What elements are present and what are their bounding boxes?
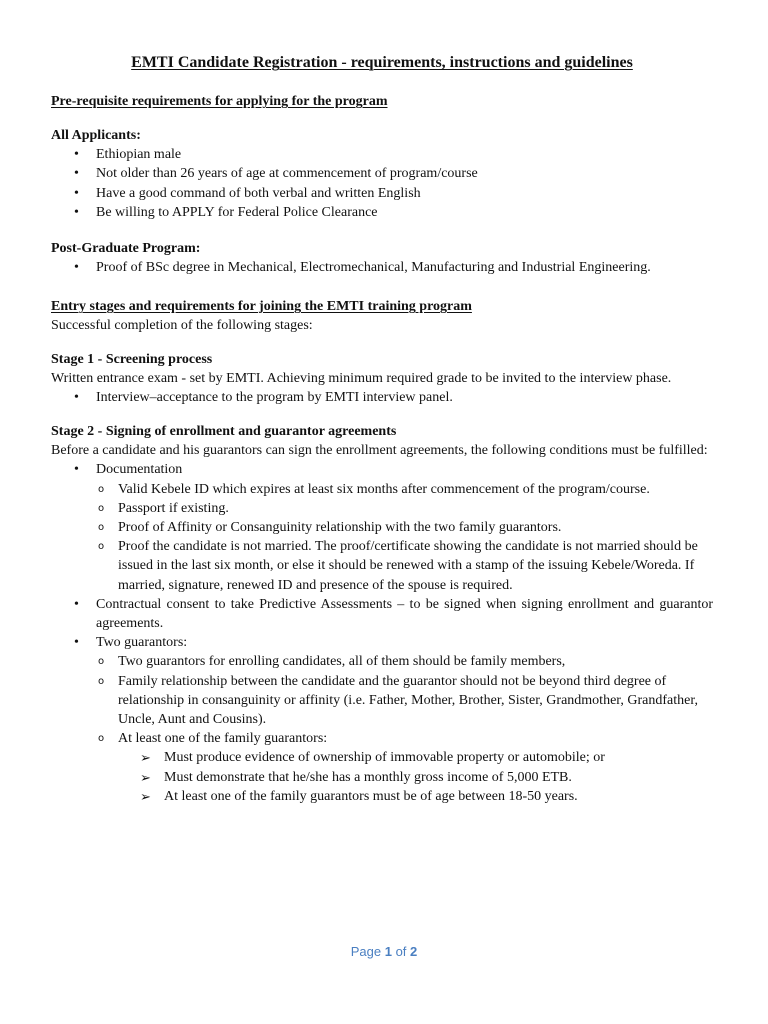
list-item: • Be willing to APPLY for Federal Police Clearance [51,203,713,222]
bullet-icon: • [74,260,79,276]
postgrad-heading: Post-Graduate Program: [51,241,201,256]
list-item: o At least one of the family guarantors: [51,729,713,748]
postgrad-list [51,258,713,277]
postgrad-section [51,239,713,277]
bullet-icon: • [74,185,79,201]
page-total: 2 [410,944,418,959]
stage2-section [51,422,713,806]
circle-bullet-icon: o [98,733,105,745]
list-item: o Two guarantors for enrolling candidates, all of them should be family members, [51,652,713,671]
list-item: o Valid Kebele ID which expires at least six months after commencement of the program/course. [51,480,713,499]
stage1-section [51,350,713,408]
documentation-list [51,480,713,595]
list-item [51,460,713,479]
list-item: o Family relationship between the candidate and the guarantor should not be beyond third degree of relationship in consanguinity or affinity (i.e. Father, Mother, Brother, Sister, Grandmother, Grandfather, Uncle, Aunt and Cousins). [98,673,698,728]
page-of-label: of [395,944,407,959]
stage1-list [51,388,713,407]
page-footer [0,942,768,961]
page-number: 1 [384,944,392,959]
guarantors-list [51,652,713,748]
guarantor-requirements-list [51,748,713,806]
page-label: Page [350,944,382,959]
stage2-list [51,460,713,479]
list-item [51,633,713,652]
list-item: o Passport if existing. [51,499,713,518]
stage1-heading: Stage 1 - Screening process [51,352,213,367]
prereq-heading: Pre-requisite requirements for applying for the program [51,94,388,109]
bullet-icon: • [74,462,79,478]
circle-bullet-icon: o [98,502,105,514]
stage2-text: Before a candidate and his guarantors can sign the enrollment agreements, the following conditions must be fulfilled: [51,443,708,459]
bullet-icon: • [74,390,79,406]
circle-bullet-icon: o [98,656,105,668]
list-item: • Interview–acceptance to the program by EMTI interview panel. [51,388,713,407]
bullet-icon: • [74,166,79,182]
list-item: ➢ Must demonstrate that he/she has a monthly gross income of 5,000 ETB. [51,768,713,787]
list-item: ➢ At least one of the family guarantors must be of age between 18-50 years. [51,787,713,806]
arrow-bullet-icon: ➢ [140,769,151,785]
list-item: • Ethiopian male [51,145,713,164]
document-title: EMTI Candidate Registration - requirements, instructions and guidelines [131,54,633,71]
documentation-label: Documentation [96,462,183,478]
all-applicants-section [51,126,713,222]
arrow-bullet-icon: ➢ [140,750,151,766]
all-applicants-heading: All Applicants: [51,128,141,143]
stage1-text: Written entrance exam - set by EMTI. Achieving minimum required grade to be invited to the interview phase. [51,371,672,387]
list-item: • Not older than 26 years of age at commencement of program/course [51,164,713,183]
entry-intro: Successful completion of the following stages: [51,318,313,334]
bullet-icon: • [74,635,79,651]
entry-section [51,297,713,335]
all-applicants-list [51,145,713,222]
circle-bullet-icon: o [98,541,105,553]
stage2-heading: Stage 2 - Signing of enrollment and guarantor agreements [51,424,397,439]
circle-bullet-icon: o [98,483,105,495]
list-item: • Proof of BSc degree in Mechanical, Electromechanical, Manufacturing and Industrial Engineering. [51,258,713,277]
list-item: • Contractual consent to take Predictive Assessments – to be signed when signing enrollment and guarantor agreements. [74,596,713,632]
list-item: o Proof the candidate is not married. The proof/certificate showing the candidate is not married should be issued in the last six month, or else it should be renewed with a stamp of the issuing Kebele/Woreda. If married, signature, renewed ID and presence of the spouse is required. [98,539,698,593]
list-item: o Proof of Affinity or Consanguinity relationship with the two family guarantors. [51,518,713,537]
entry-heading: Entry stages and requirements for joining the EMTI training program [51,299,472,314]
list-item: • Have a good command of both verbal and written English [51,184,713,203]
list-item: ➢ Must produce evidence of ownership of immovable property or automobile; or [51,748,713,767]
circle-bullet-icon: o [98,675,105,687]
bullet-icon: • [74,204,79,220]
bullet-icon: • [74,596,79,612]
stage2-list-continued [51,595,713,653]
circle-bullet-icon: o [98,522,105,534]
arrow-bullet-icon: ➢ [140,788,151,804]
guarantors-label: Two guarantors: [96,635,188,651]
bullet-icon: • [74,147,79,163]
